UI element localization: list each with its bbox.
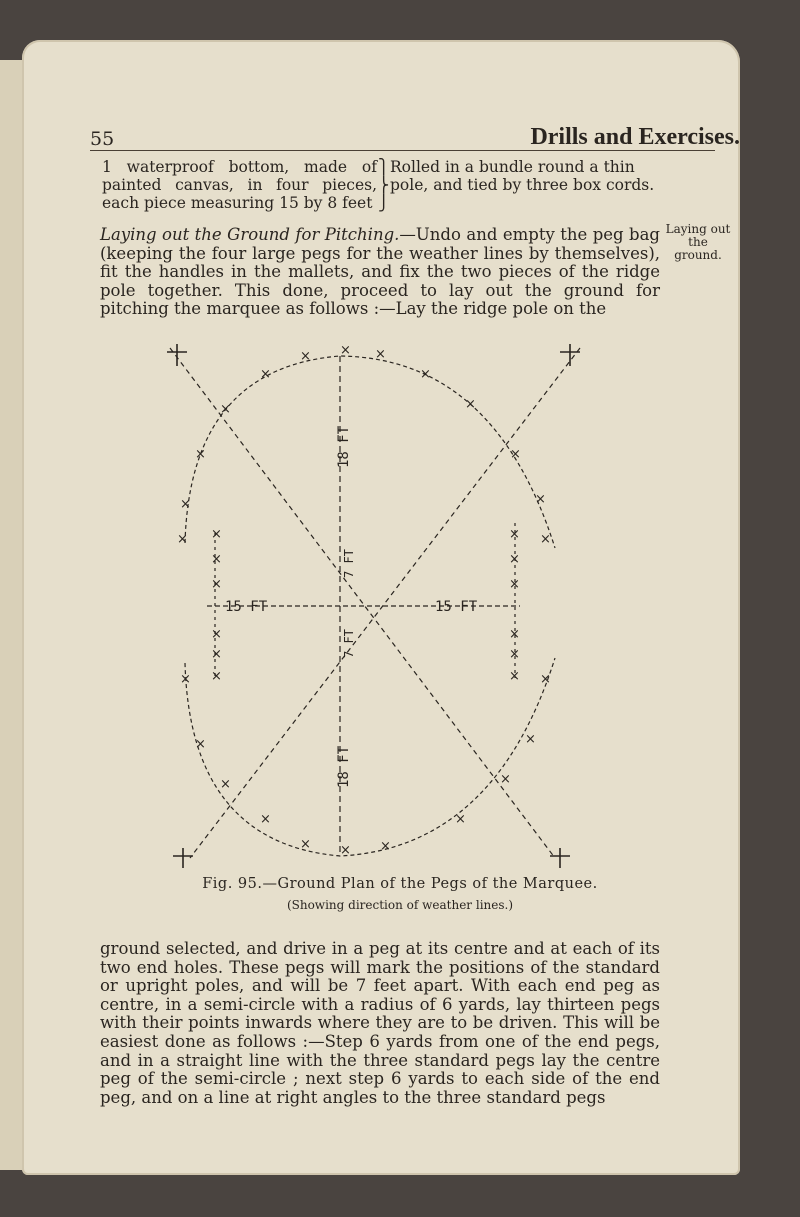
label-bottom: 18 FT (336, 745, 352, 788)
peg-mark: × (375, 347, 386, 362)
peg-mark: × (540, 532, 551, 547)
ground-plan-figure (165, 338, 585, 868)
peg-mark: × (180, 672, 191, 687)
peg-mark: × (211, 552, 222, 567)
top-arc (185, 356, 555, 548)
peg-mark: × (300, 837, 311, 852)
peg-mark: × (211, 577, 222, 592)
peg-mark: × (211, 669, 222, 684)
label-lower-mid: 7 FT (342, 629, 356, 658)
paragraph-2: ground selected, and drive in a peg at its centre and at each of its two end holes. These pegs will mark the positions of the standard or upright poles, and will be 7 feet apart. With each end peg as centre, in a semi-circle with a radius of 6 yards, lay thirteen pegs with their points inwards where they are to be driven. This will be easiest done as follows :—Step 6 yards from one of the end pegs, and in a straight line with the three standard pegs lay the centre peg of the semi-circle ; next step 6 yards to each side of the end peg, and on a line at right angles to the three standard pegs (100, 939, 660, 1107)
peg-mark: × (195, 447, 206, 462)
peg-mark: × (509, 627, 520, 642)
peg-mark: × (180, 497, 191, 512)
running-title: Drills and Exercises. (530, 124, 740, 150)
margin-note: Laying out the ground. (665, 222, 731, 262)
list-item-left: 1 waterproof bottom, made of painted canvas, in four pieces, each piece measuring 15 by 8 feet (102, 158, 377, 212)
paragraph-1-text: —Undo and empty the peg bag (keeping the four large pegs for the weather lines by themselves), fit the handles in the mallets, and fix the two pieces of the ridge pole together. This done, proceed to lay out the ground for pitching the marquee as follows :—Lay the ridge pole on the (100, 225, 660, 319)
book-spine-edge (0, 60, 22, 1170)
peg-mark: × (300, 349, 311, 364)
bottom-arc (185, 658, 555, 856)
page-number: 55 (90, 128, 115, 150)
peg-mark: × (510, 447, 521, 462)
peg-mark: × (195, 737, 206, 752)
peg-mark: × (340, 843, 351, 858)
label-right: 15 FT (435, 599, 478, 615)
peg-mark: × (509, 552, 520, 567)
peg-mark: × (260, 367, 271, 382)
peg-mark: × (465, 397, 476, 412)
peg-mark: × (220, 402, 231, 417)
peg-mark: × (177, 532, 188, 547)
corner-peg (550, 848, 570, 868)
corner-peg (167, 344, 187, 366)
paragraph-1-heading: Laying out the Ground for Pitching. (100, 225, 400, 244)
figure-subcaption: (Showing direction of weather lines.) (286, 898, 514, 912)
figure-caption: Fig. 95.—Ground Plan of the Pegs of the Marquee. (202, 876, 598, 892)
list-item-right: Rolled in a bundle round a thin pole, and tied by three box cords. (390, 158, 655, 194)
peg-mark: × (509, 669, 520, 684)
peg-mark: × (220, 777, 231, 792)
peg-mark: × (211, 527, 222, 542)
label-top: 18 FT (336, 425, 352, 468)
peg-mark: × (340, 343, 351, 358)
label-upper-mid: 7 FT (342, 549, 356, 578)
peg-mark: × (455, 812, 466, 827)
peg-mark: × (540, 672, 551, 687)
peg-mark: × (211, 627, 222, 642)
peg-mark: × (509, 647, 520, 662)
brace-glyph: ⎫ ⎬ ⎭ (378, 158, 390, 212)
peg-mark: × (420, 367, 431, 382)
header-rule (90, 150, 715, 151)
corner-peg (560, 344, 580, 366)
peg-mark: × (509, 577, 520, 592)
peg-mark: × (260, 812, 271, 827)
peg-mark: × (535, 492, 546, 507)
peg-mark: × (380, 839, 391, 854)
paragraph-1 (100, 226, 660, 319)
peg-mark: × (500, 772, 511, 787)
peg-mark: × (509, 527, 520, 542)
peg-mark: × (525, 732, 536, 747)
peg-mark: × (211, 647, 222, 662)
label-left: 15 FT (225, 599, 268, 615)
